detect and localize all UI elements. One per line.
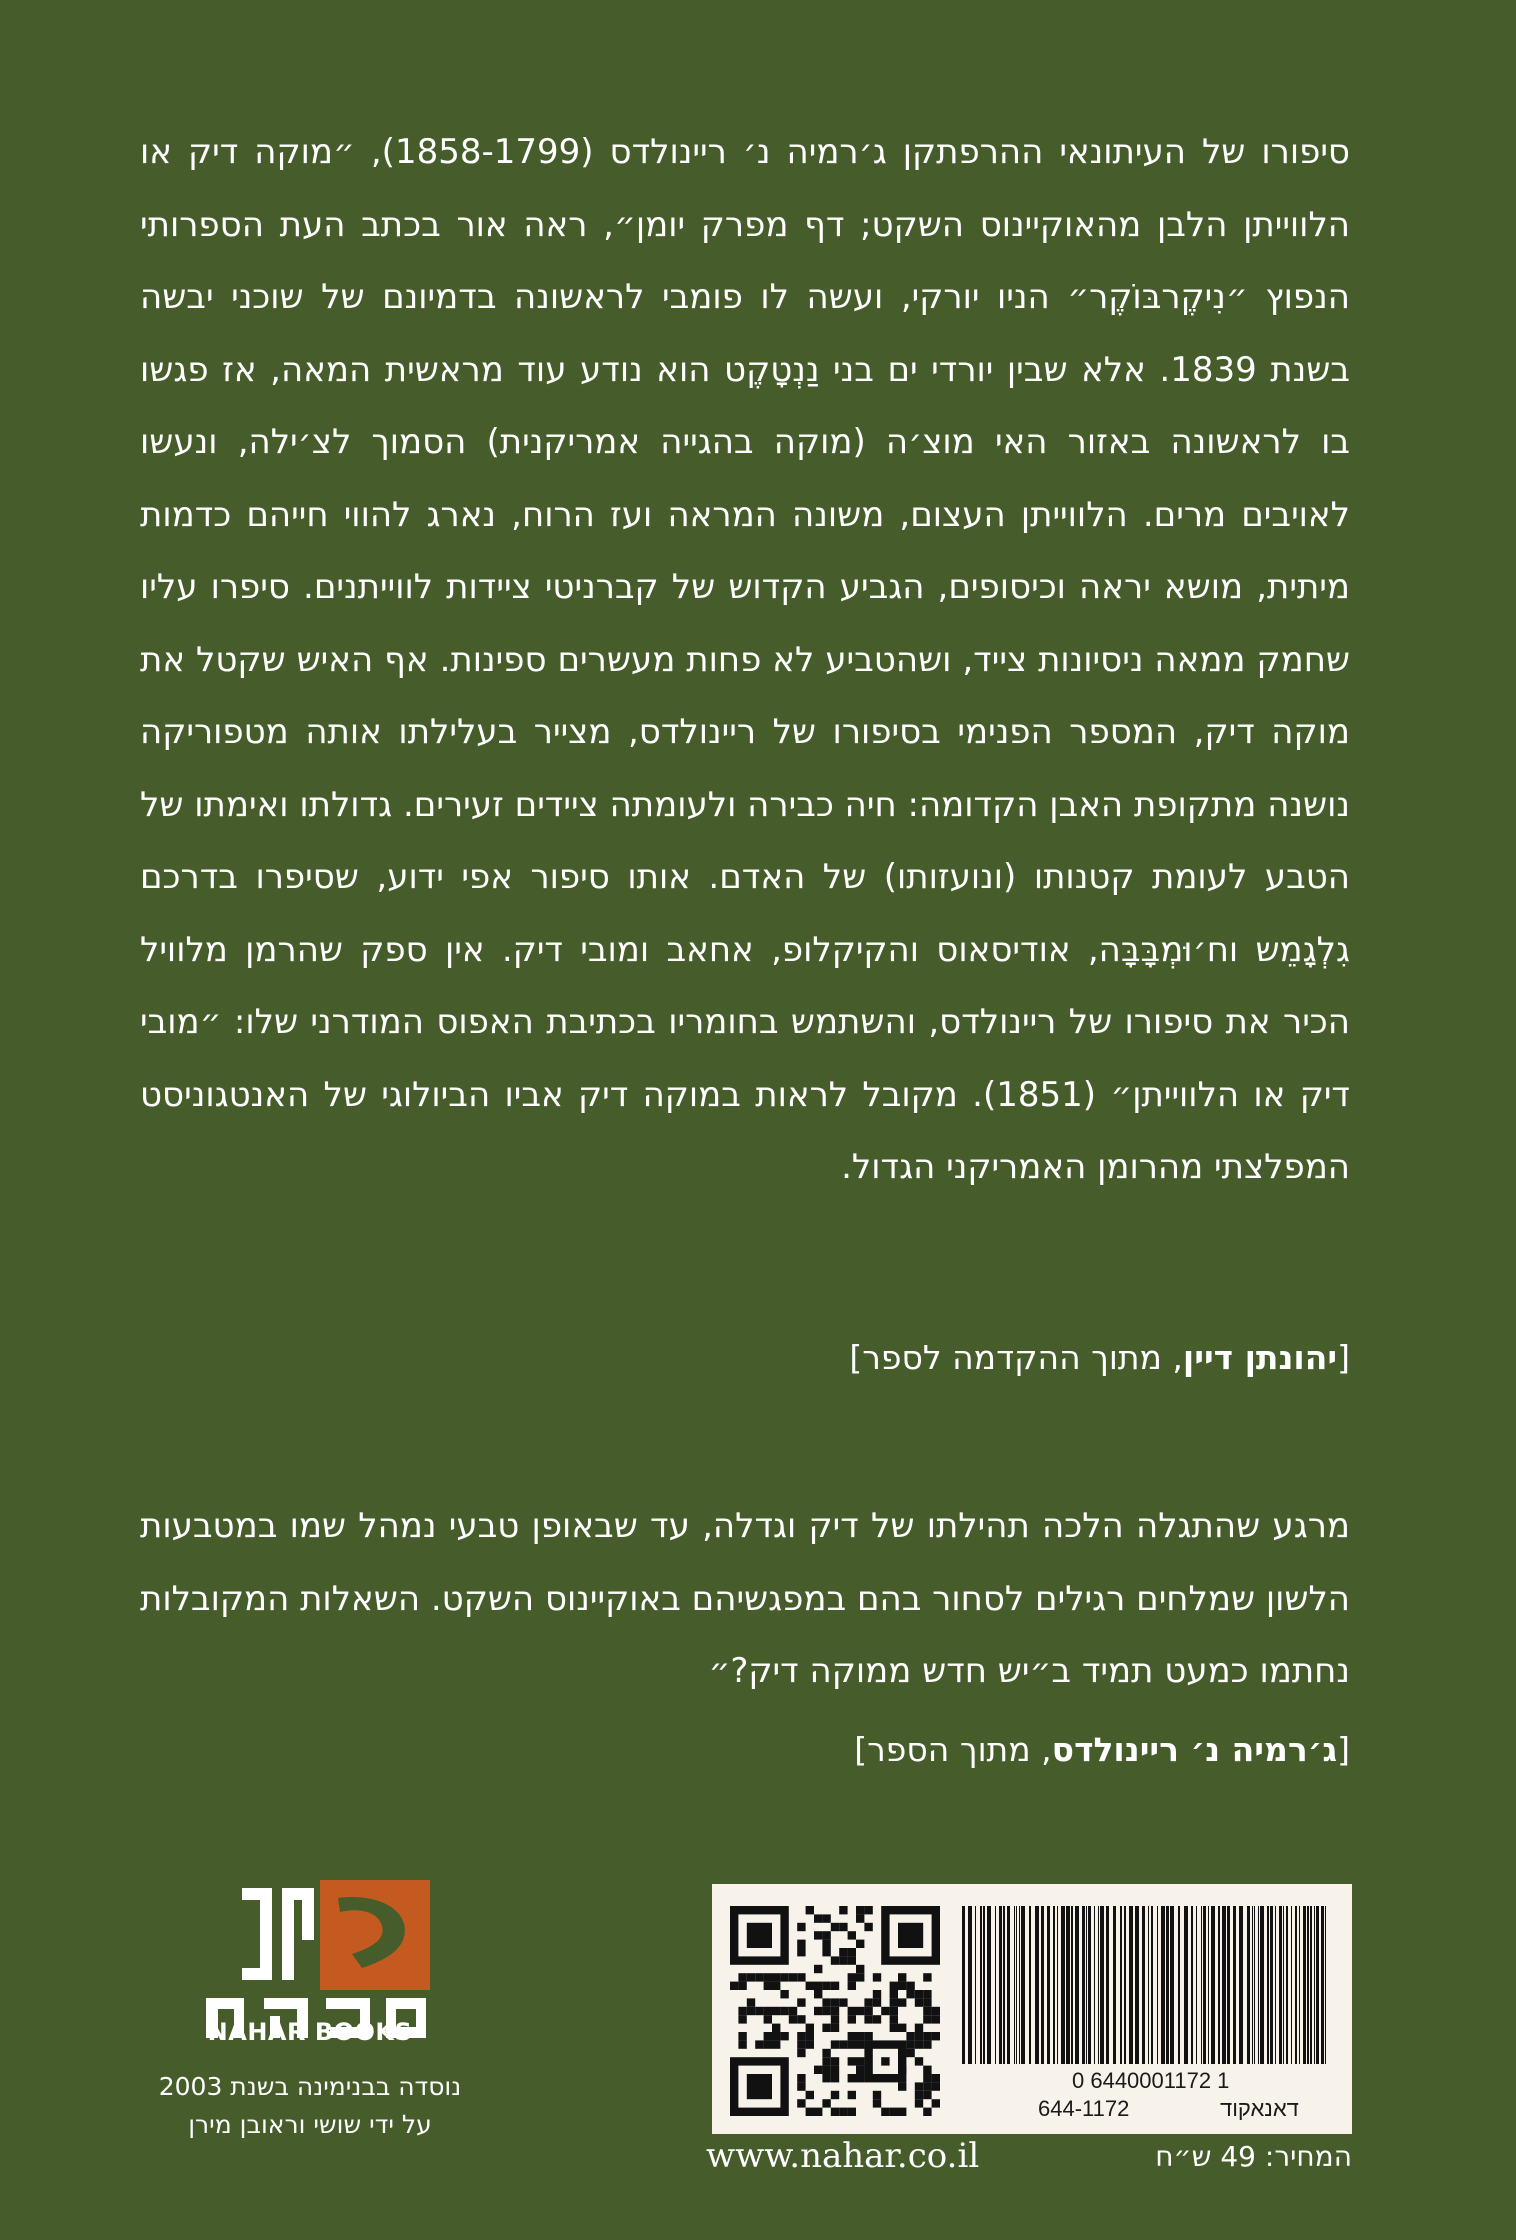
publisher-founded-line-2: על ידי שושי וראובן מירן bbox=[188, 2110, 432, 2139]
publisher-website: www.nahar.co.il bbox=[706, 2136, 980, 2176]
barcode-icon bbox=[958, 1906, 1334, 2064]
attribution-author: יהונתן דיין bbox=[1182, 1338, 1338, 1377]
attribution-source: , מתוך ההקדמה לספר bbox=[862, 1338, 1183, 1377]
bracket-open: [ bbox=[1337, 1338, 1350, 1377]
back-cover-blurb-2: מרגע שהתגלה הלכה תהילתו של דיק וגדלה, עד שבאופן טבעי נמהל שמו במטבעות הלשון שמלחים רגילים לסחור בהם במפגשיהם באוקיינוס השקט. השאלות המקובלות נחתמו כמעט תמיד ב״יש חדש ממוקה דיק?״ bbox=[140, 1506, 1350, 1691]
attribution-author: ג׳רמיה נ׳ ריינולדס bbox=[1051, 1730, 1338, 1769]
attribution-2 bbox=[854, 1730, 1350, 1769]
danacode-label: דאנאקוד bbox=[1220, 2096, 1299, 2121]
barcode-number: 0 6440001172 1 bbox=[1072, 2068, 1230, 2093]
attribution-1 bbox=[849, 1338, 1350, 1377]
bracket-open: [ bbox=[1337, 1730, 1350, 1769]
danacode-number: 644-1172 bbox=[1038, 2096, 1130, 2121]
publisher-founded-line-1: נוסדה בבנימינה בשנת 2003 bbox=[158, 2072, 462, 2101]
barcode-box bbox=[712, 1884, 1352, 2134]
back-cover-blurb-1: סיפורו של העיתונאי ההרפתקן ג׳רמיה נ׳ ריינולדס (1858-1799), ״מוקה דיק או הלווייתן הלבן מהאוקיינוס השקט; דף מפרק יומן״, ראה אור בכתב העת הספרותי הנפוץ ״נִיקֶרבּוֹקֶר״ הניו יורקי, ועשה לו פומבי לראשונה בדמיונם של שוכני יבשה בשנת 1839. אלא שבין יורדי ים בני נַנְטָקֶט הוא נודע עוד מראשית המאה, אז פגשו בו לראשונה באזור האי מוצ׳ה (מוקה בהגייה אמריקנית) הסמוך לצ׳ילה, ונעשו לאויבים מרים. הלווייתן העצום, משונה המראה ועז הרוח, נארג להווי חייהם כדמות מיתית, מושא יראה וכיסופים, הגביע הקדוש של קברניטי ציידות לווייתנים. סיפרו עליו שחמק ממאה ניסיונות צייד, ושהטביע לא פחות מעשרים ספינות. אף האיש שקטל את מוקה דיק, המספר הפנימי בסיפורו של ריינולדס, מצייר בעלילתו אותה מטפוריקה נושנה מתקופת האבן הקדומה: חיה כבירה ולעומתה ציידים זעירים. גדולתו ואימתו של הטבע לעומת קטנותו (ונועזותו) של האדם. אותו סיפור אפי ידוע, שסיפרו בדרכם גִלְגָמֵש וח׳וּמְבָּבָּה, אודיסאוס והקיקלופ, אחאב ומובי דיק. אין ספק שהרמן מלוויל הכיר את סיפורו של ריינולדס, והשתמש בחומריו בכתיבת האפוס המודרני שלו: ״מובי דיק או הלווייתן״ (1851). מקובל לראות במוקה דיק אביו הביולוגי של האנטגוניסט המפלצתי מהרומן האמריקני הגדול. bbox=[140, 132, 1350, 1187]
publisher-name-en: NAHAR BOOKS bbox=[207, 2018, 413, 2046]
qr-code-icon bbox=[730, 1906, 940, 2116]
bracket-close: ] bbox=[854, 1730, 868, 1769]
nahar-books-logo bbox=[190, 1880, 430, 2040]
attribution-source: , מתוך הספר bbox=[867, 1730, 1052, 1769]
price-label: המחיר: 49 ש״ח bbox=[1155, 2140, 1352, 2173]
bracket-close: ] bbox=[849, 1338, 863, 1377]
